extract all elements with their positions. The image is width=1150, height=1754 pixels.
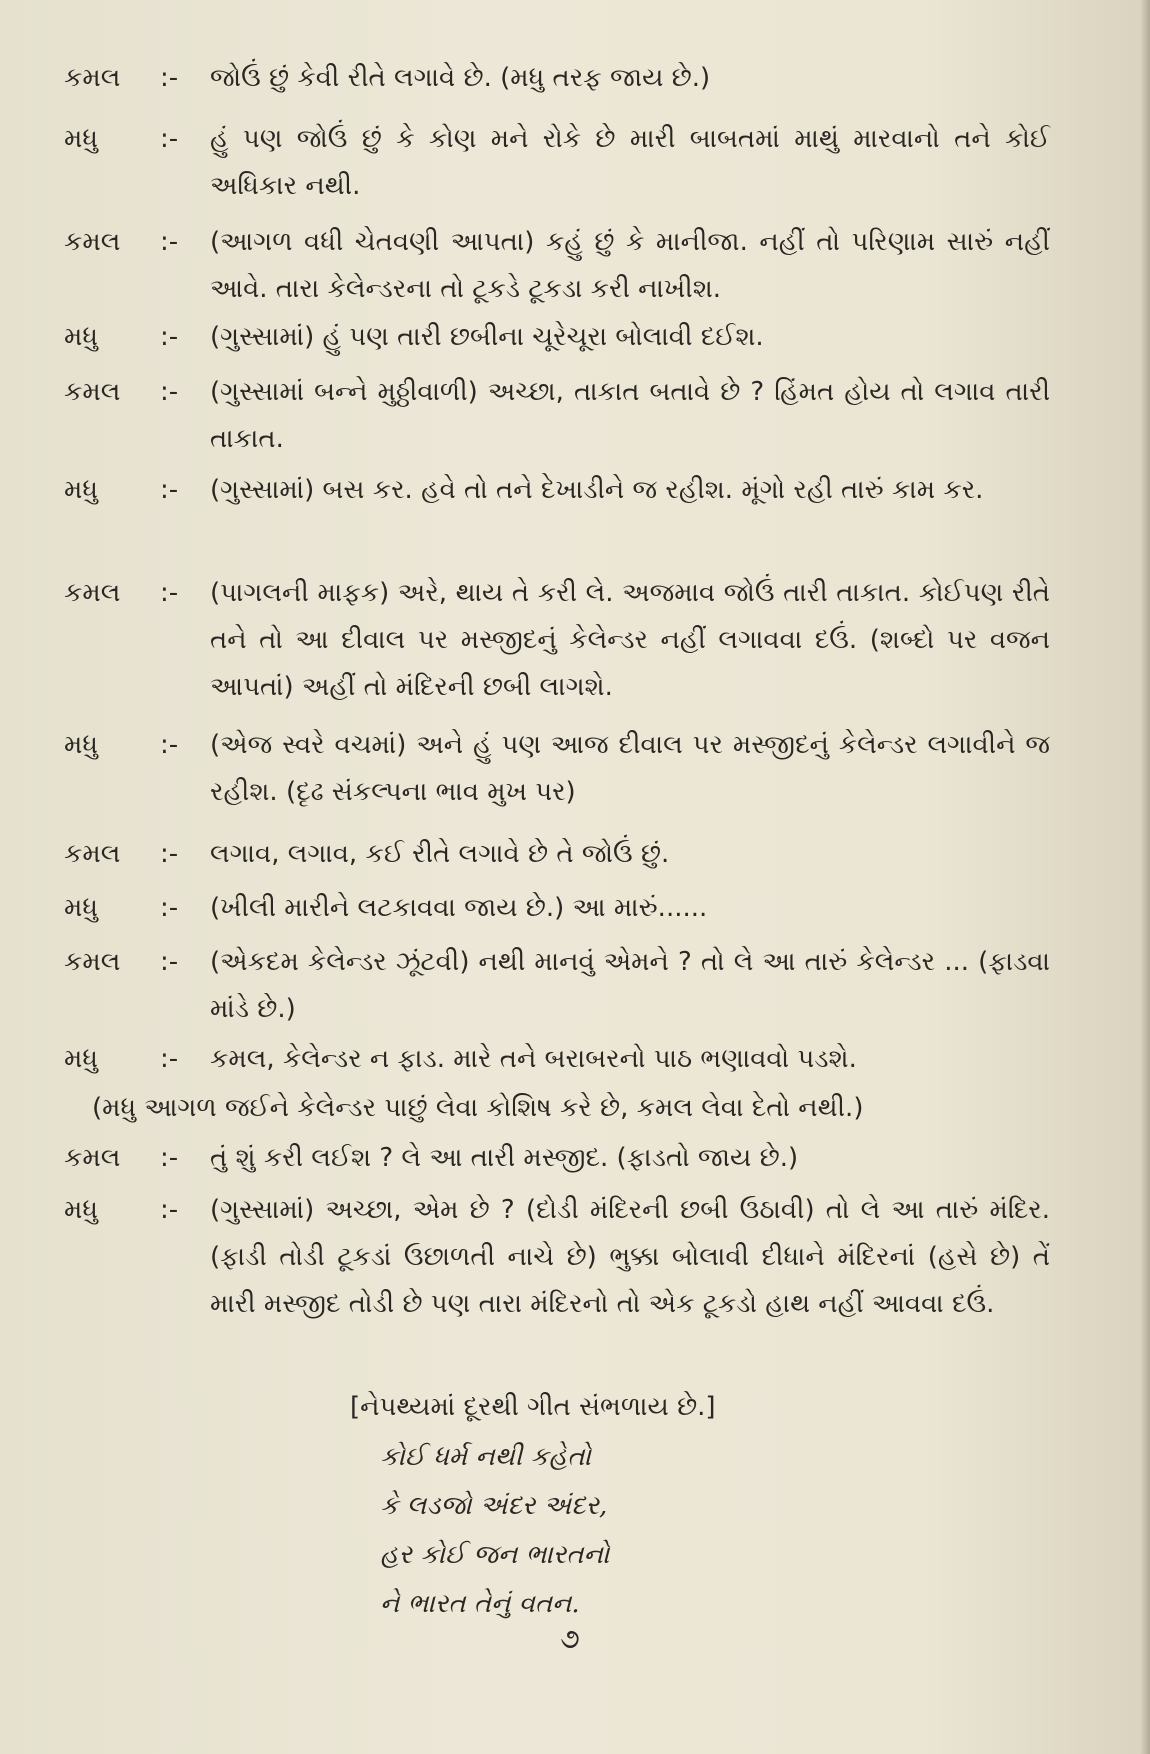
speaker-name: મધુ [64, 1044, 98, 1074]
speaker-separator: :- [160, 475, 179, 505]
speaker-separator: :- [160, 377, 179, 407]
speaker-name: કમલ [64, 947, 121, 977]
dialogue-text: (ગુસ્સામાં) હું પણ તારી છબીના ચૂરેચૂરા બોલાવી દઈશ. [210, 322, 764, 352]
speaker-name: મધુ [64, 730, 98, 760]
dialogue-text: (ગુસ્સામાં બન્ને મુઠ્ઠીવાળી) અચ્છા, તાકાત બતાવે છે ? હિંમત હોય તો લગાવ તારી તાકાત. [210, 377, 1050, 454]
speaker-name: મધુ [64, 322, 98, 352]
dialogue-text: જોઉં છું કેવી રીતે લગાવે છે. (મધુ તરફ જાય છે.) [210, 63, 711, 93]
speaker-separator: :- [160, 322, 179, 352]
dialogue-text: (એજ સ્વરે વચમાં) અને હું પણ આજ દીવાલ પર મસ્જીદનું કેલેન્ડર લગાવીને જ રહીશ. (દૃઢ સંકલ્પના ભાવ મુખ પર) [210, 730, 1050, 807]
speaker-separator: :- [160, 1195, 179, 1225]
dialogue-text: લગાવ, લગાવ, કઈ રીતે લગાવે છે તે જોઉં છું. [210, 839, 670, 869]
speaker-separator: :- [160, 1143, 179, 1173]
dialogue-text: (ગુસ્સામાં) અચ્છા, એમ છે ? (દોડી મંદિરની છબી ઉઠાવી) તો લે આ તારું મંદિર. (ફાડી તોડી ટૂકડાં ઉછાળતી નાચે છે) ભુક્કા બોલાવી દીધાને મંદિરનાં (હસે છે) તેં મારી મસ્જીદ તોડી છે પણ તારા મંદિરનો તો એક ટૂકડો હાથ નહીં આવવા દઉં. [210, 1195, 1050, 1319]
speaker-name: કમલ [64, 377, 121, 407]
speaker-name: મધુ [64, 475, 98, 505]
speaker-separator: :- [160, 893, 179, 923]
speaker-name: કમલ [64, 227, 121, 257]
speaker-separator: :- [160, 947, 179, 977]
dialogue-text: તું શું કરી લઈશ ? લે આ તારી મસ્જીદ. (ફાડતો જાય છે.) [210, 1143, 799, 1173]
speaker-separator: :- [160, 124, 179, 154]
speaker-name: કમલ [64, 1143, 121, 1173]
dialogue-text: હું પણ જોઉં છું કે કોણ મને રોકે છે મારી બાબતમાં માથું મારવાનો તને કોઈ અધિકાર નથી. [210, 124, 1050, 201]
speaker-separator: :- [160, 227, 179, 257]
speaker-separator: :- [160, 839, 179, 869]
stage-direction: (મધુ આગળ જઈને કેલેન્ડર પાછું લેવા કોશિષ કરે છે, કમલ લેવા દેતો નથી.) [92, 1093, 864, 1123]
speaker-name: કમલ [64, 578, 121, 608]
song-line: ને ભારત તેનું વતન. [380, 1589, 580, 1619]
dialogue-text: (પાગલની માફક) અરે, થાય તે કરી લે. અજમાવ જોઉં તારી તાકાત. કોઈપણ રીતે તને તો આ દીવાલ પર મસ્જીદનું કેલેન્ડર નહીં લગાવવા દઉં. (શબ્દો પર વજન આપતાં) અહીં તો મંદિરની છબી લાગશે. [210, 578, 1050, 702]
dialogue-text: (ખીલી મારીને લટકાવવા જાય છે.) આ મારું...... [210, 893, 708, 923]
speaker-separator: :- [160, 63, 179, 93]
speaker-separator: :- [160, 578, 179, 608]
speaker-name: મધુ [64, 1195, 98, 1225]
dialogue-text: (આગળ વધી ચેતવણી આપતા) કહું છું કે માનીજા. નહીં તો પરિણામ સારું નહીં આવે. તારા કેલેન્ડરના તો ટૂકડે ટૂકડા કરી નાખીશ. [210, 227, 1050, 304]
dialogue-text: કમલ, કેલેન્ડર ન ફાડ. મારે તને બરાબરનો પાઠ ભણાવવો પડશે. [210, 1044, 857, 1074]
page-edge-shadow [1140, 0, 1150, 1754]
offstage-note: [નેપથ્યમાં દૂરથી ગીત સંભળાય છે.] [350, 1392, 716, 1422]
song-line: કોઈ ધર્મ નથી કહેતો [380, 1442, 592, 1472]
speaker-separator: :- [160, 1044, 179, 1074]
speaker-name: કમલ [64, 63, 121, 93]
speaker-name: મધુ [64, 893, 98, 923]
speaker-name: મધુ [64, 124, 98, 154]
dialogue-text: (ગુસ્સામાં) બસ કર. હવે તો તને દેખાડીને જ રહીશ. મૂંગો રહી તારું કામ કર. [210, 475, 984, 505]
speaker-name: કમલ [64, 839, 121, 869]
dialogue-text: (એકદમ કેલેન્ડર ઝૂંટવી) નથી માનવું એમને ? તો લે આ તારું કેલેન્ડર ... (ફાડવા માંડે છે.) [210, 947, 1050, 1024]
page-number: ૭ [560, 1622, 580, 1655]
song-line: કે લડજો અંદર અંદર, [380, 1491, 608, 1521]
song-line: હર કોઈ જન ભારતનો [380, 1540, 610, 1570]
speaker-separator: :- [160, 730, 179, 760]
